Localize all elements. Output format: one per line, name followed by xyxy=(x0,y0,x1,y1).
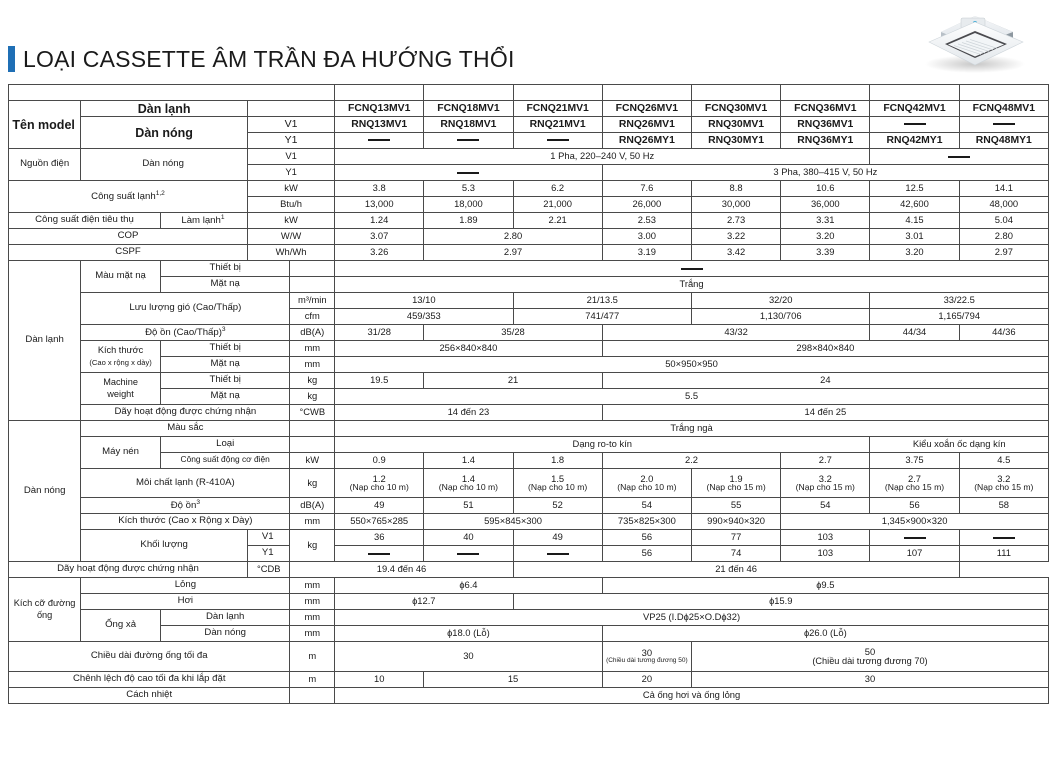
label-cooling-mode: Làm lạnh$^1$ xyxy=(160,213,247,229)
label-v1-power: V1 xyxy=(248,149,335,165)
row-dim-device xyxy=(9,341,1049,357)
weight-device-13: 19.5 xyxy=(335,373,424,389)
capacity-col-21: 21 xyxy=(513,85,602,101)
label-device-3: Thiết bị xyxy=(160,373,290,389)
row-cooling-capacity-kw xyxy=(9,181,1049,197)
label-power-supply: Nguồn điện xyxy=(9,149,81,181)
capacity-col-48: 48 xyxy=(959,85,1048,101)
weight-v1-21: 49 xyxy=(513,530,602,546)
dim-outdoor-36-48: 1,345×900×320 xyxy=(781,514,1049,530)
row-insulation xyxy=(9,688,1049,704)
dim-outdoor-30: 990×940×320 xyxy=(691,514,780,530)
weight-v1-26: 56 xyxy=(602,530,691,546)
model-indoor-13: FCNQ13MV1 xyxy=(335,101,424,117)
unit-dba-indoor: dB(A) xyxy=(290,325,335,341)
cspf-36: 3.39 xyxy=(781,245,870,261)
consumption-kw-48: 5.04 xyxy=(959,213,1048,229)
unit-blank-insulation xyxy=(290,688,335,704)
capacity-kw-42: 12.5 xyxy=(870,181,959,197)
row-drain-outdoor xyxy=(9,626,1049,642)
refrigerant-36: 3.2 (Nạp cho 15 m) xyxy=(781,469,870,498)
pipe-gas-13-18: ɸ12.7 xyxy=(335,594,513,610)
unit-m-height: m xyxy=(290,672,335,688)
row-panel-color-device xyxy=(9,261,1049,277)
unit-cdb: °CDB xyxy=(248,562,290,578)
weight-y1-42: 107 xyxy=(870,546,959,562)
max-pipe-length-13-21: 30 xyxy=(335,642,603,672)
capacity-col-13: 13 xyxy=(335,85,424,101)
model-indoor-36: FCNQ36MV1 xyxy=(781,101,870,117)
power-v1-value: 1 Pha, 220–240 V, 50 Hz xyxy=(335,149,870,165)
row-airflow-m3min xyxy=(9,293,1049,309)
noise-outdoor-18: 51 xyxy=(424,498,513,514)
noise-outdoor-36: 54 xyxy=(781,498,870,514)
airflow-cfm-13-18: 459/353 xyxy=(335,309,513,325)
unit-blank-color xyxy=(290,421,335,437)
section-label-outdoor-unit: Dàn nóng xyxy=(9,421,81,562)
label-max-height-diff: Chênh lệch độ cao tối đa khi lắp đặt xyxy=(9,672,290,688)
unit-m3min: m³/min xyxy=(290,293,335,309)
unit-mm-device: mm xyxy=(290,341,335,357)
model-indoor-21: FCNQ21MV1 xyxy=(513,101,602,117)
label-dimensions-indoor: Kích thước (Cao x rộng x dày) xyxy=(81,341,161,373)
capacity-btuh-18: 18,000 xyxy=(424,197,513,213)
weight-y1-13 xyxy=(335,546,424,562)
max-height-30-48: 30 xyxy=(691,672,1048,688)
model-outdoor-v1-18: RNQ18MV1 xyxy=(424,117,513,133)
model-outdoor-y1-26: RNQ26MY1 xyxy=(602,133,691,149)
noise-outdoor-21: 52 xyxy=(513,498,602,514)
row-dim-outdoor xyxy=(9,514,1049,530)
refrigerant-21: 1.5 (Nạp cho 10 m) xyxy=(513,469,602,498)
row-op-range-indoor xyxy=(9,405,1049,421)
capacity-btuh-30: 30,000 xyxy=(691,197,780,213)
model-outdoor-v1-21: RNQ21MV1 xyxy=(513,117,602,133)
label-cop: COP xyxy=(9,229,248,245)
unit-kg-weight: kg xyxy=(290,530,335,562)
unit-kg-panel: kg xyxy=(290,389,335,405)
dim-device-13-21: 256×840×840 xyxy=(335,341,603,357)
weight-y1-26: 56 xyxy=(602,546,691,562)
label-v1-weight: V1 xyxy=(248,530,290,546)
unit-m-pipe-length: m xyxy=(290,642,335,672)
label-op-range-indoor: Dãy hoạt động được chứng nhận xyxy=(81,405,290,421)
weight-device-18-21: 21 xyxy=(424,373,602,389)
specifications-table xyxy=(8,84,1049,704)
airflow-cfm-42-48: 1,165/794 xyxy=(870,309,1049,325)
refrigerant-48: 3.2 (Nạp cho 15 m) xyxy=(959,469,1048,498)
model-outdoor-y1-21 xyxy=(513,133,602,149)
capacity-kw-13: 3.8 xyxy=(335,181,424,197)
consumption-kw-30: 2.73 xyxy=(691,213,780,229)
unit-kw-consumption: kW xyxy=(248,213,335,229)
label-y1-power: Y1 xyxy=(248,165,335,181)
dim-outdoor-18-21: 595×845×300 xyxy=(424,514,602,530)
model-outdoor-v1-13: RNQ13MV1 xyxy=(335,117,424,133)
panel-color-panel-value: Trắng xyxy=(335,277,1049,293)
model-outdoor-y1-36: RNQ36MY1 xyxy=(781,133,870,149)
refrigerant-26: 2.0 (Nạp cho 10 m) xyxy=(602,469,691,498)
cspf-18-21: 2.97 xyxy=(424,245,602,261)
cspf-13: 3.26 xyxy=(335,245,424,261)
cop-26: 3.00 xyxy=(602,229,691,245)
insulation-value: Cả ống hơi và ống lỏng xyxy=(335,688,1049,704)
row-weight-device xyxy=(9,373,1049,389)
unit-blank-1 xyxy=(248,101,335,117)
consumption-kw-26: 2.53 xyxy=(602,213,691,229)
max-pipe-length-30-48: 50 (Chiều dài tương đương 70) xyxy=(691,642,1048,672)
motor-power-26-30: 2.2 xyxy=(602,453,780,469)
weight-v1-13: 36 xyxy=(335,530,424,546)
pipe-liquid-13-21: ɸ6.4 xyxy=(335,578,603,594)
capacity-kw-48: 14.1 xyxy=(959,181,1048,197)
unit-btuh: Btu/h xyxy=(248,197,335,213)
model-outdoor-v1-30: RNQ30MV1 xyxy=(691,117,780,133)
weight-y1-36: 103 xyxy=(781,546,870,562)
airflow-m3min-42-48: 33/22.5 xyxy=(870,293,1049,309)
capacity-col-26: 26 xyxy=(602,85,691,101)
label-v1-model: V1 xyxy=(248,117,335,133)
capacity-col-42: 42 xyxy=(870,85,959,101)
row-pipe-gas xyxy=(9,594,1049,610)
cop-36: 3.20 xyxy=(781,229,870,245)
label-compressor: Máy nén xyxy=(81,437,161,469)
label-refrigerant: Môi chất lạnh (R-410A) xyxy=(81,469,290,498)
row-noise-indoor xyxy=(9,325,1049,341)
row-power-consumption xyxy=(9,213,1049,229)
cop-13: 3.07 xyxy=(335,229,424,245)
row-cspf xyxy=(9,245,1049,261)
label-pipe-liquid: Lỏng xyxy=(81,578,290,594)
label-y1-weight: Y1 xyxy=(248,546,290,562)
dim-device-26-48: 298×840×840 xyxy=(602,341,1048,357)
model-indoor-42: FCNQ42MV1 xyxy=(870,101,959,117)
weight-panel-value: 5.5 xyxy=(335,389,1049,405)
max-height-26: 20 xyxy=(602,672,691,688)
cspf-30: 3.42 xyxy=(691,245,780,261)
capacity-kw-21: 6.2 xyxy=(513,181,602,197)
cspf-26: 3.19 xyxy=(602,245,691,261)
label-max-pipe-length: Chiều dài đường ống tối đa xyxy=(9,642,290,672)
cspf-42: 3.20 xyxy=(870,245,959,261)
label-power-outdoor: Dàn nóng xyxy=(81,149,248,181)
op-range-indoor-26-48: 14 đến 25 xyxy=(602,405,1048,421)
label-indoor-unit: Dàn lạnh xyxy=(81,101,248,117)
noise-indoor-13: 31/28 xyxy=(335,325,424,341)
capacity-kw-26: 7.6 xyxy=(602,181,691,197)
motor-power-42: 3.75 xyxy=(870,453,959,469)
row-weight-panel xyxy=(9,389,1049,405)
section-label-indoor-unit: Dàn lạnh xyxy=(9,261,81,421)
row-refrigerant xyxy=(9,469,1049,498)
header-spacer xyxy=(9,85,335,101)
drain-outdoor-13-21: ɸ18.0 (Lỗ) xyxy=(335,626,603,642)
unit-mm-drain-outdoor: mm xyxy=(290,626,335,642)
noise-outdoor-42: 56 xyxy=(870,498,959,514)
label-noise-indoor: Độ ồn (Cao/Thấp)$^3$ xyxy=(81,325,290,341)
power-v1-dash xyxy=(870,149,1049,165)
power-y1-dash xyxy=(335,165,603,181)
row-panel-color-panel xyxy=(9,277,1049,293)
compressor-type-42-48: Kiểu xoắn ốc dạng kín xyxy=(870,437,1049,453)
model-outdoor-y1-13 xyxy=(335,133,424,149)
capacity-btuh-36: 36,000 xyxy=(781,197,870,213)
label-model-name: Tên model xyxy=(9,101,81,149)
noise-indoor-26-36: 43/32 xyxy=(602,325,870,341)
unit-kw-capacity: kW xyxy=(248,181,335,197)
unit-whwh: Wh/Wh xyxy=(248,245,335,261)
weight-v1-36: 103 xyxy=(781,530,870,546)
color-outdoor-value: Trắng ngà xyxy=(335,421,1049,437)
unit-kw-motor: kW xyxy=(290,453,335,469)
cspf-48: 2.97 xyxy=(959,245,1048,261)
weight-y1-30: 74 xyxy=(691,546,780,562)
capacity-col-30: 30 xyxy=(691,85,780,101)
row-power-supply-v1 xyxy=(9,149,1049,165)
unit-mm-dim-outdoor: mm xyxy=(290,514,335,530)
label-dim-outdoor: Kích thước (Cao x Rộng x Dày) xyxy=(81,514,290,530)
label-pipe-size: Kích cỡ đường ống xyxy=(9,578,81,642)
op-range-outdoor-13-21: 19.4 đến 46 xyxy=(290,562,513,578)
op-range-indoor-13-21: 14 đến 23 xyxy=(335,405,603,421)
refrigerant-30: 1.9 (Nạp cho 15 m) xyxy=(691,469,780,498)
unit-mm-gas: mm xyxy=(290,594,335,610)
capacity-btuh-21: 21,000 xyxy=(513,197,602,213)
compressor-type-13-36: Dạng ro-to kín xyxy=(335,437,870,453)
consumption-kw-13: 1.24 xyxy=(335,213,424,229)
unit-mm-panel: mm xyxy=(290,357,335,373)
label-panel-1: Mặt nạ xyxy=(160,277,290,293)
row-max-pipe-length xyxy=(9,642,1049,672)
weight-v1-48 xyxy=(959,530,1048,546)
label-drain-outdoor: Dàn nóng xyxy=(160,626,290,642)
consumption-kw-42: 4.15 xyxy=(870,213,959,229)
label-compressor-type: Loại xyxy=(160,437,290,453)
refrigerant-13: 1.2 (Nạp cho 10 m) xyxy=(335,469,424,498)
unit-blank-comptype xyxy=(290,437,335,453)
row-motor-power xyxy=(9,453,1049,469)
label-drain-indoor: Dàn lạnh xyxy=(160,610,290,626)
unit-mm-liquid: mm xyxy=(290,578,335,594)
noise-outdoor-13: 49 xyxy=(335,498,424,514)
model-outdoor-y1-18 xyxy=(424,133,513,149)
pipe-liquid-26-48: ɸ9.5 xyxy=(602,578,1048,594)
unit-dba-outdoor: dB(A) xyxy=(290,498,335,514)
power-y1-value: 3 Pha, 380–415 V, 50 Hz xyxy=(602,165,1048,181)
model-outdoor-y1-30: RNQ30MY1 xyxy=(691,133,780,149)
consumption-kw-18: 1.89 xyxy=(424,213,513,229)
unit-cwb: °CWB xyxy=(290,405,335,421)
airflow-m3min-21-26: 21/13.5 xyxy=(513,293,691,309)
label-air-flow: Lưu lượng gió (Cao/Thấp) xyxy=(81,293,290,325)
label-device-1: Thiết bị xyxy=(160,261,290,277)
refrigerant-18: 1.4 (Nạp cho 10 m) xyxy=(424,469,513,498)
capacity-col-18: 18 xyxy=(424,85,513,101)
model-outdoor-v1-26: RNQ26MV1 xyxy=(602,117,691,133)
dim-panel-value: 50×950×950 xyxy=(335,357,1049,373)
airflow-m3min-30-36: 32/20 xyxy=(691,293,869,309)
row-drain-indoor xyxy=(9,610,1049,626)
capacity-kw-30: 8.8 xyxy=(691,181,780,197)
model-indoor-30: FCNQ30MV1 xyxy=(691,101,780,117)
cop-48: 2.80 xyxy=(959,229,1048,245)
airflow-m3min-13-18: 13/10 xyxy=(335,293,513,309)
motor-power-18: 1.4 xyxy=(424,453,513,469)
unit-kg-device: kg xyxy=(290,373,335,389)
model-outdoor-v1-48 xyxy=(959,117,1048,133)
weight-y1-21 xyxy=(513,546,602,562)
model-indoor-18: FCNQ18MV1 xyxy=(424,101,513,117)
capacity-btuh-42: 42,600 xyxy=(870,197,959,213)
row-op-range-outdoor xyxy=(9,562,1049,578)
dim-outdoor-26: 735×825×300 xyxy=(602,514,691,530)
label-weight-outdoor: Khối lượng xyxy=(81,530,248,562)
label-drain-pipe: Ống xả xyxy=(81,610,161,642)
title-accent-bar xyxy=(8,46,15,72)
unit-blank-panelcolor xyxy=(290,261,335,277)
label-y1-model: Y1 xyxy=(248,133,335,149)
capacity-btuh-26: 26,000 xyxy=(602,197,691,213)
cop-30: 3.22 xyxy=(691,229,780,245)
table-header-row xyxy=(9,85,1049,101)
weight-y1-18 xyxy=(424,546,513,562)
dim-outdoor-13: 550×765×285 xyxy=(335,514,424,530)
airflow-cfm-21-26: 741/477 xyxy=(513,309,691,325)
cop-42: 3.01 xyxy=(870,229,959,245)
noise-indoor-42: 44/34 xyxy=(870,325,959,341)
drain-indoor-value: VP25 (I.Dɸ25×O.Dɸ32) xyxy=(335,610,1049,626)
label-panel-3: Mặt nạ xyxy=(160,389,290,405)
unit-ww: W/W xyxy=(248,229,335,245)
noise-outdoor-30: 55 xyxy=(691,498,780,514)
row-max-height-diff xyxy=(9,672,1049,688)
label-cooling-capacity: Công suất lạnh$^{1,2}$ xyxy=(9,181,248,213)
max-pipe-length-26: 30 (Chiều dài tương đương 50) xyxy=(602,642,691,672)
label-panel-color: Màu mặt nạ xyxy=(81,261,161,293)
model-outdoor-y1-42: RNQ42MY1 xyxy=(870,133,959,149)
model-outdoor-v1-42 xyxy=(870,117,959,133)
product-photo-ceiling-cassette xyxy=(901,2,1049,76)
label-device-2: Thiết bị xyxy=(160,341,290,357)
weight-v1-18: 40 xyxy=(424,530,513,546)
max-height-13: 10 xyxy=(335,672,424,688)
row-dim-panel xyxy=(9,357,1049,373)
model-indoor-48: FCNQ48MV1 xyxy=(959,101,1048,117)
label-power-consumption: Công suất điện tiêu thụ xyxy=(9,213,161,229)
capacity-btuh-13: 13,000 xyxy=(335,197,424,213)
motor-power-21: 1.8 xyxy=(513,453,602,469)
label-motor-power: Công suất động cơ điện xyxy=(160,453,290,469)
page-title xyxy=(8,42,515,76)
row-color-outdoor xyxy=(9,421,1049,437)
capacity-btuh-48: 48,000 xyxy=(959,197,1048,213)
airflow-cfm-30-36: 1,130/706 xyxy=(691,309,869,325)
refrigerant-42: 2.7 (Nạp cho 15 m) xyxy=(870,469,959,498)
label-machine-weight: Machine weight xyxy=(81,373,161,405)
weight-device-26-48: 24 xyxy=(602,373,1048,389)
label-pipe-gas: Hơi xyxy=(81,594,290,610)
motor-power-48: 4.5 xyxy=(959,453,1048,469)
label-cspf: CSPF xyxy=(9,245,248,261)
unit-blank-panel xyxy=(290,277,335,293)
drain-outdoor-26-48: ɸ26.0 (Lỗ) xyxy=(602,626,1048,642)
row-model-indoor xyxy=(9,101,1049,117)
noise-outdoor-26: 54 xyxy=(602,498,691,514)
model-indoor-26: FCNQ26MV1 xyxy=(602,101,691,117)
weight-y1-48: 111 xyxy=(959,546,1048,562)
row-noise-outdoor xyxy=(9,498,1049,514)
max-height-18-21: 15 xyxy=(424,672,602,688)
consumption-kw-21: 2.21 xyxy=(513,213,602,229)
label-color-outdoor: Màu sắc xyxy=(81,421,290,437)
capacity-kw-18: 5.3 xyxy=(424,181,513,197)
consumption-kw-36: 3.31 xyxy=(781,213,870,229)
label-noise-outdoor: Độ ồn$^3$ xyxy=(81,498,290,514)
row-pipe-liquid xyxy=(9,578,1049,594)
unit-kg-refrigerant: kg xyxy=(290,469,335,498)
noise-outdoor-48: 58 xyxy=(959,498,1048,514)
row-model-outdoor-v1 xyxy=(9,117,1049,133)
pipe-gas-21-48: ɸ15.9 xyxy=(513,594,1048,610)
label-outdoor-unit: Dàn nóng xyxy=(81,117,248,149)
model-outdoor-y1-48: RNQ48MY1 xyxy=(959,133,1048,149)
label-panel-2: Mặt nạ xyxy=(160,357,290,373)
unit-mm-drain-indoor: mm xyxy=(290,610,335,626)
motor-power-13: 0.9 xyxy=(335,453,424,469)
noise-indoor-18-21: 35/28 xyxy=(424,325,602,341)
row-weight-v1 xyxy=(9,530,1049,546)
panel-color-device-value xyxy=(335,261,1049,277)
label-insulation: Cách nhiệt xyxy=(9,688,290,704)
unit-cfm: cfm xyxy=(290,309,335,325)
capacity-col-36: 36 xyxy=(781,85,870,101)
row-compressor-type xyxy=(9,437,1049,453)
cop-18-21: 2.80 xyxy=(424,229,602,245)
op-range-outdoor-26-48: 21 đến 46 xyxy=(513,562,959,578)
capacity-kw-36: 10.6 xyxy=(781,181,870,197)
label-op-range-outdoor: Dãy hoạt động được chứng nhận xyxy=(9,562,248,578)
weight-v1-42 xyxy=(870,530,959,546)
weight-v1-30: 77 xyxy=(691,530,780,546)
noise-indoor-48: 44/36 xyxy=(959,325,1048,341)
row-cop xyxy=(9,229,1049,245)
page-title-text: LOẠI CASSETTE ÂM TRẦN ĐA HƯỚNG THỔI xyxy=(23,45,515,72)
model-outdoor-v1-36: RNQ36MV1 xyxy=(781,117,870,133)
motor-power-36: 2.7 xyxy=(781,453,870,469)
